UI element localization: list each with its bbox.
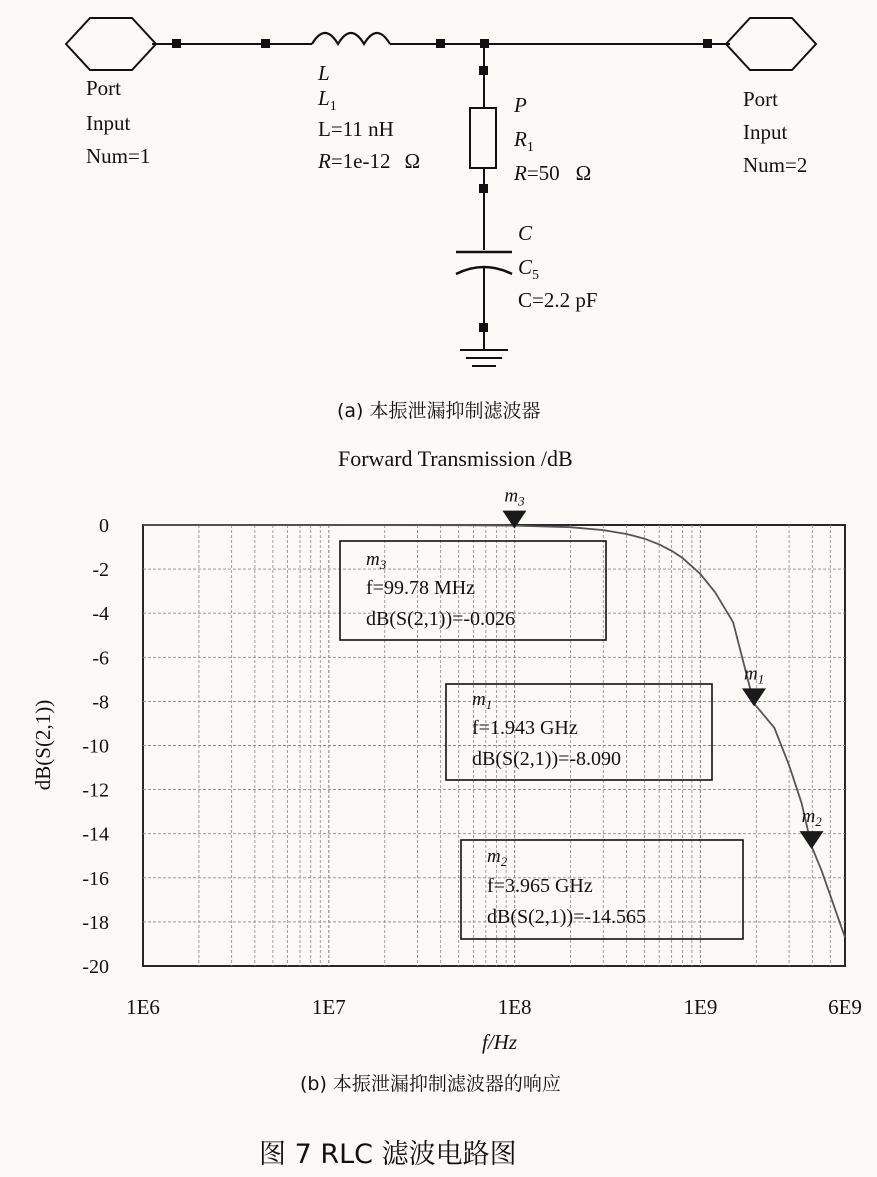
schematic bbox=[66, 18, 816, 422]
marker-box-db: dB(S(2,1))=-0.026 bbox=[366, 608, 516, 630]
chart bbox=[31, 446, 862, 1095]
node-square bbox=[479, 184, 488, 193]
y-tick-label: 0 bbox=[99, 515, 109, 537]
y-tick-labels bbox=[82, 515, 109, 978]
marker-box-freq: f=99.78 MHz bbox=[366, 577, 476, 599]
marker-triangle bbox=[742, 688, 766, 706]
port-left-label-1: Port bbox=[86, 76, 122, 100]
chart-caption: (b) 本振泄漏抑制滤波器的响应 bbox=[300, 1073, 561, 1095]
x-tick-label: 1E6 bbox=[126, 995, 160, 1019]
x-tick-label: 1E8 bbox=[497, 995, 532, 1019]
marker-label: $m_2$ bbox=[801, 806, 822, 830]
resistor-value: R=50 Ω bbox=[514, 161, 592, 185]
marker-label: $m_3$ bbox=[504, 485, 525, 509]
x-tick-label: 6E9 bbox=[828, 995, 862, 1019]
marker-box-name: $m_1$ bbox=[472, 689, 493, 712]
port-right-symbol bbox=[726, 18, 816, 70]
node-square bbox=[172, 39, 181, 48]
y-tick-label: -18 bbox=[82, 911, 109, 934]
y-axis-label: dB(S(2,1)) bbox=[31, 699, 55, 791]
y-tick-label: -10 bbox=[82, 735, 109, 758]
marker-box-db: dB(S(2,1))=-8.090 bbox=[472, 748, 622, 770]
y-tick-label: -20 bbox=[82, 956, 109, 978]
port-left-label-3: Num=1 bbox=[86, 144, 151, 168]
port-left-symbol bbox=[66, 18, 156, 70]
chart-title: Forward Transmission /dB bbox=[338, 446, 573, 471]
port-right-label-1: Port bbox=[743, 87, 779, 111]
port-right-label-2: Input bbox=[743, 120, 788, 144]
node-square bbox=[479, 323, 488, 332]
resistor-symbol bbox=[470, 108, 496, 168]
marker-box-name: $m_2$ bbox=[487, 846, 508, 869]
marker-box-freq: f=3.965 GHz bbox=[487, 875, 593, 897]
y-tick-label: -2 bbox=[92, 559, 109, 582]
marker-label: $m_1$ bbox=[744, 663, 765, 687]
grid bbox=[143, 525, 845, 966]
y-tick-label: -6 bbox=[92, 647, 109, 670]
y-tick-label: -16 bbox=[82, 867, 109, 890]
node-square bbox=[479, 66, 488, 75]
inductor-resistance: R=1e-12 Ω bbox=[318, 149, 421, 173]
node-square bbox=[436, 39, 445, 48]
inductor-value: L=11 nH bbox=[318, 117, 394, 141]
inductor-symbol bbox=[312, 33, 390, 44]
node-square bbox=[703, 39, 712, 48]
capacitor-value: C=2.2 pF bbox=[518, 288, 598, 312]
x-tick-label: 1E7 bbox=[311, 995, 346, 1019]
node-square bbox=[261, 39, 270, 48]
figure-caption: 图 7 RLC 滤波电路图 bbox=[259, 1139, 517, 1170]
x-tick-labels bbox=[126, 995, 862, 1019]
resistor-id: $R_1$ bbox=[514, 127, 534, 155]
y-tick-label: -12 bbox=[82, 779, 109, 802]
marker-box-db: dB(S(2,1))=-14.565 bbox=[487, 906, 647, 928]
y-tick-label: -8 bbox=[92, 691, 109, 714]
schematic-caption: (a) 本振泄漏抑制滤波器 bbox=[337, 400, 541, 422]
capacitor-name: C bbox=[518, 221, 533, 245]
inductor-name: L bbox=[318, 61, 330, 85]
marker-triangle bbox=[800, 831, 824, 849]
y-tick-label: -4 bbox=[92, 603, 109, 626]
marker-box-m2 bbox=[461, 840, 743, 939]
capacitor-id: $C_5$ bbox=[518, 255, 540, 283]
inductor-id: $L_1$ bbox=[318, 86, 337, 114]
marker-box-m1 bbox=[446, 684, 712, 780]
y-tick-label: -14 bbox=[82, 823, 109, 846]
x-tick-label: 1E9 bbox=[683, 995, 718, 1019]
marker-box-freq: f=1.943 GHz bbox=[472, 717, 578, 739]
port-right-label-3: Num=2 bbox=[743, 153, 808, 177]
markers bbox=[502, 486, 823, 850]
resistor-name: P bbox=[514, 93, 527, 117]
port-left-label-2: Input bbox=[86, 111, 131, 135]
x-axis-label: f/Hz bbox=[482, 1030, 518, 1054]
marker-box-name: $m_3$ bbox=[366, 549, 387, 572]
